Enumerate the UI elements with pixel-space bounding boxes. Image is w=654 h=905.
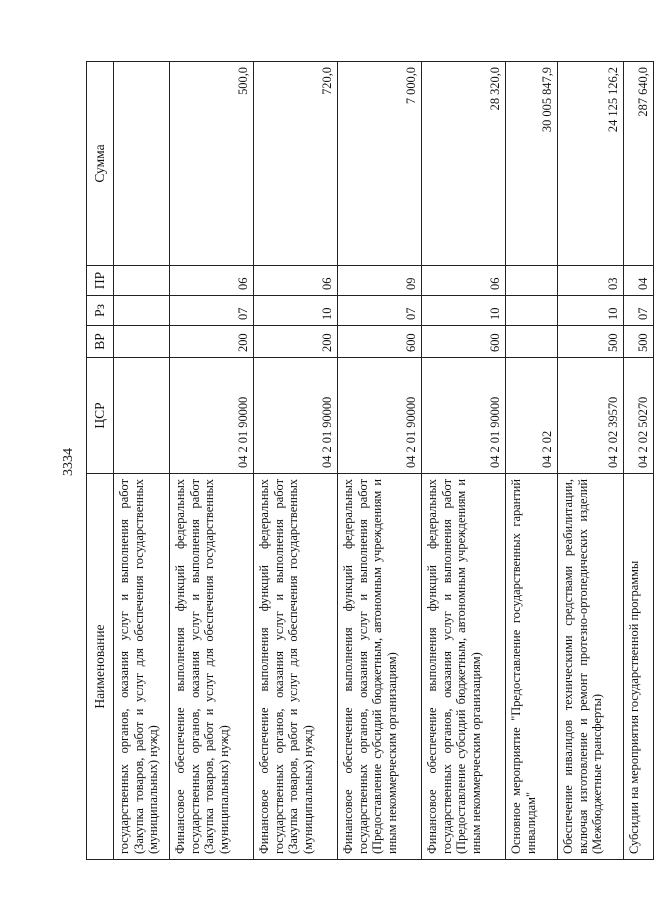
- row-pr: 06: [170, 266, 254, 296]
- row-sum: 7 000,0: [338, 62, 422, 266]
- row-sum: 30 005 847,9: [506, 62, 558, 266]
- row-rz: 07: [338, 296, 422, 326]
- row-sum: 24 125 126,2: [558, 62, 624, 266]
- row-sum: [114, 62, 170, 266]
- row-vr: 200: [254, 326, 338, 358]
- row-pr: [114, 266, 170, 296]
- row-csr: 04 2 01 90000: [338, 358, 422, 474]
- row-name: Финансовое обеспечение выполнения функций федеральных государственных органов, оказания услуг и выполнения работ (Закупка товаров, работ и услуг для обеспечения государственных (муниципальных) нужд): [170, 474, 254, 860]
- row-csr: [114, 358, 170, 474]
- page-number: 3334: [61, 448, 76, 476]
- row-vr: [506, 326, 558, 358]
- row-name: Основное мероприятие "Предоставление государственных гарантий инвалидам": [506, 474, 558, 860]
- row-rz: 10: [422, 296, 506, 326]
- row-pr: 03: [558, 266, 624, 296]
- row-rz: 10: [254, 296, 338, 326]
- header-rz: Рз: [87, 296, 114, 326]
- row-name: Финансовое обеспечение выполнения функций федеральных государственных органов, оказания услуг и выполнения работ (Закупка товаров, работ и услуг для обеспечения государственных (муниципальных) нужд): [254, 474, 338, 860]
- row-pr: 09: [338, 266, 422, 296]
- row-rz: [506, 296, 558, 326]
- table-row: [114, 62, 170, 860]
- row-rz: 10: [558, 296, 624, 326]
- row-csr: 04 2 01 90000: [170, 358, 254, 474]
- row-csr: 04 2 01 90000: [254, 358, 338, 474]
- row-rz: 07: [170, 296, 254, 326]
- row-csr: 04 2 01 90000: [422, 358, 506, 474]
- row-name: Финансовое обеспечение выполнения функций федеральных государственных органов, оказания услуг и выполнения работ (Предоставление субсидий бюджетным, автономным учреждениям и иным некоммерческим организациям): [338, 474, 422, 860]
- row-csr: 04 2 02 50270: [624, 358, 654, 474]
- row-name: Финансовое обеспечение выполнения функций федеральных государственных органов, оказания услуг и выполнения работ (Предоставление субсидий бюджетным, автономным учреждениям и иным некоммерческим организациям): [422, 474, 506, 860]
- table-header-row: [87, 62, 114, 860]
- row-vr: 600: [422, 326, 506, 358]
- row-vr: 500: [624, 326, 654, 358]
- row-vr: 600: [338, 326, 422, 358]
- row-pr: [506, 266, 558, 296]
- row-rz: 07: [624, 296, 654, 326]
- row-name: Обеспечение инвалидов техническими средствами реабилитации, включая изготовление и ремонт протезно-ортопедических изделий (Межбюджетные трансферты): [558, 474, 624, 860]
- table-row: [170, 62, 254, 860]
- header-pr: ПР: [87, 266, 114, 296]
- table-row: [558, 62, 624, 860]
- row-csr: 04 2 02 39570: [558, 358, 624, 474]
- row-sum: 720,0: [254, 62, 338, 266]
- budget-table: [86, 61, 654, 860]
- row-pr: 04: [624, 266, 654, 296]
- row-rz: [114, 296, 170, 326]
- rotated-page: [60, 55, 651, 860]
- table-row: [624, 62, 654, 860]
- header-csr: ЦСР: [87, 358, 114, 474]
- row-sum: 500,0: [170, 62, 254, 266]
- row-vr: [114, 326, 170, 358]
- row-name: Субсидии на мероприятия государственной программы: [624, 474, 654, 860]
- row-vr: 500: [558, 326, 624, 358]
- row-vr: 200: [170, 326, 254, 358]
- table-row: [338, 62, 422, 860]
- row-csr: 04 2 02: [506, 358, 558, 474]
- header-sum: Сумма: [87, 62, 114, 266]
- row-sum: 28 320,0: [422, 62, 506, 266]
- table-row: [506, 62, 558, 860]
- row-pr: 06: [422, 266, 506, 296]
- header-vr: ВР: [87, 326, 114, 358]
- row-name: государственных органов, оказания услуг и выполнения работ (Закупка товаров, работ и услуг для обеспечения государственных (муниципальных) нужд): [114, 474, 170, 860]
- row-sum: 287 640,0: [624, 62, 654, 266]
- header-name: Наименование: [87, 474, 114, 860]
- table-row: [422, 62, 506, 860]
- table-row: [254, 62, 338, 860]
- row-pr: 06: [254, 266, 338, 296]
